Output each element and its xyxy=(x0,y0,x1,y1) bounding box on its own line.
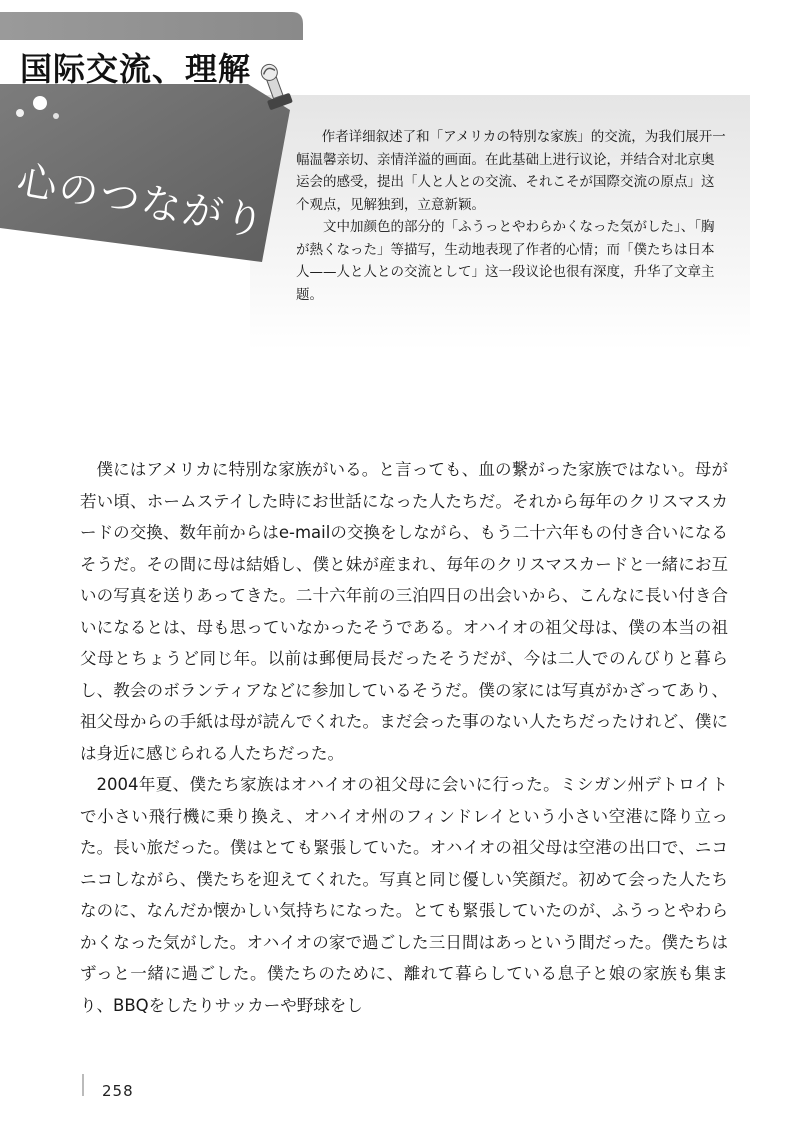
section-title: 国际交流、理解 xyxy=(20,50,252,88)
bubble-tiny xyxy=(53,113,59,119)
footer-rule xyxy=(82,1074,84,1096)
commentary-paragraph: 作者详细叙述了和「アメリカの特別な家族」的交流，为我们展开一幅温馨亲切、亲情洋溢的画面。在此基础上进行议论，并结合对北京奥运会的感受，提出「人と人との交流、それこそが国際交流の原点」这个观点，见解独到，立意新颖。 xyxy=(296,129,726,213)
essay-paragraph: 僕にはアメリカに特別な家族がいる。と言っても、血の繋がった家族ではない。母が若い頃、ホームステイした時にお世話になった人たちだ。それから毎年のクリスマスカードの交換、数年前からはe-mailの交換をしながら、もう二十六年もの付き合いになるそうだ。その間に母は結婚し、僕と妹が産まれ、毎年のクリスマスカードと一緒にお互いの写真を送りあってきた。二十六年前の三泊四日の出会いから、こんなに長い付き合いになるとは、母も思っていなかったそうである。オハイオの祖父母は、僕の本当の祖父母とちょうど同じ年。以前は郵便局長だったそうだが、今は二人でのんびりと暮らし、教会のボランティアなどに参加しているそうだ。僕の家には写真がかざってあり、祖父母からの手紙は母が読んでくれた。まだ会った事のない人たちだったけれど、僕には身近に感じられる人たちだった。 xyxy=(80,460,728,763)
title-tab xyxy=(0,12,303,40)
page-number: 258 xyxy=(102,1082,134,1100)
essay-body xyxy=(80,454,728,1021)
banner-title: 心のつながり xyxy=(13,157,270,247)
commentary-paragraph: 文中加颜色的部分的「ふうっとやわらかくなった気がした」、「胸が熱くなった」等描写，生动地表现了作者的心情；而「僕たちは日本人——人と人との交流として」这一段议论也很有深度，升华了文章主题。 xyxy=(296,219,715,303)
bubble-small xyxy=(16,109,24,117)
commentary-box xyxy=(296,126,726,306)
bubble-large xyxy=(33,96,47,110)
essay-paragraph: 2004年夏、僕たち家族はオハイオの祖父母に会いに行った。ミシガン州デトロイトで小さい飛行機に乗り換え、オハイオ州のフィンドレイという小さい空港に降り立った。長い旅だった。僕はとても緊張していた。オハイオの祖父母は空港の出口で、ニコニコしながら、僕たちを迎えてくれた。写真と同じ優しい笑顔だ。初めて会った人たちなのに、なんだか懐かしい気持ちになった。とても緊張していたのが、ふうっとやわらかくなった気がした。オハイオの家で過ごした三日間はあっという間だった。僕たちはずっと一緒に過ごした。僕たちのために、離れて暮らしている息子と娘の家族も集まり、BBQをしたりサッカーや野球をし xyxy=(80,775,728,1015)
